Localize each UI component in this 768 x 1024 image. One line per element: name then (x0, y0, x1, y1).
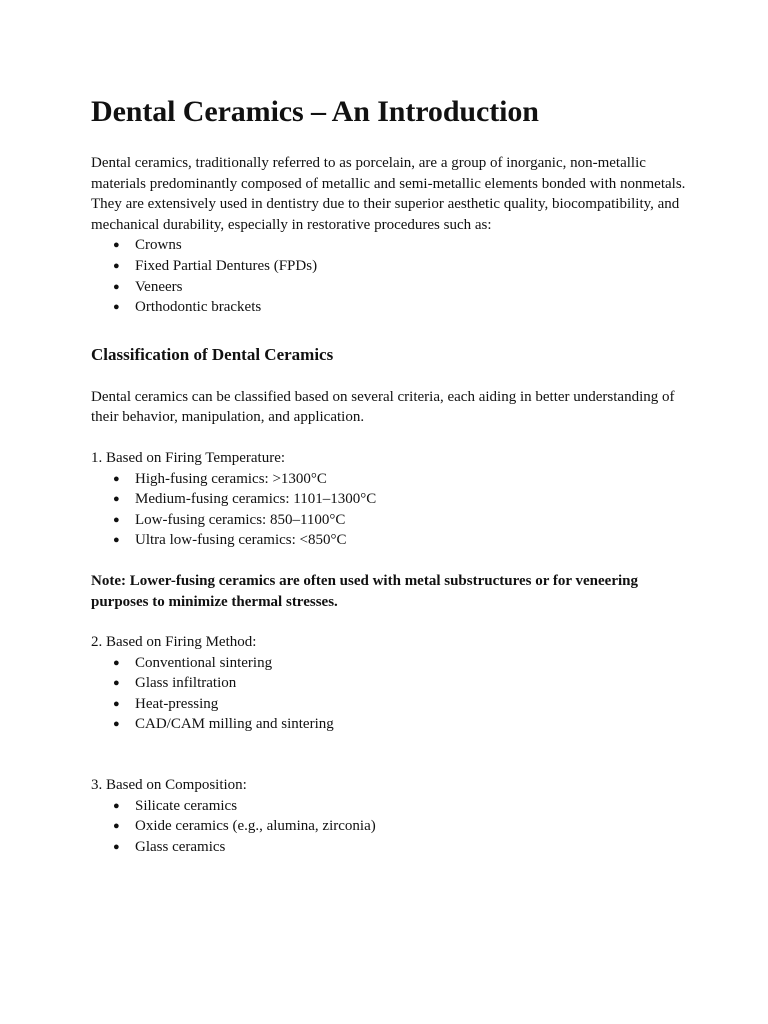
firing-method-list (91, 653, 688, 735)
composition-list (91, 796, 688, 858)
list-item: ● Fixed Partial Dentures (FPDs) (91, 256, 688, 277)
uses-list (91, 235, 688, 317)
list-item: ● Crowns (91, 235, 688, 256)
list-item: ● Glass ceramics (91, 837, 688, 858)
list-item: ● Glass infiltration (91, 673, 688, 694)
section-heading: Classification of Dental Ceramics (91, 344, 334, 364)
list-item: ● Heat-pressing (91, 694, 688, 715)
list-item: ● Oxide ceramics (e.g., alumina, zirconia) (91, 816, 688, 837)
list-item: ● Veneers (91, 277, 688, 298)
group-title-firing-temperature: 1. Based on Firing Temperature: (91, 449, 286, 466)
note-paragraph: Note: Lower-fusing ceramics are often used with metal substructures or for veneering purposes to minimize thermal stresses. (91, 572, 638, 610)
list-item: ● Medium-fusing ceramics: 1101–1300°C (91, 489, 688, 510)
list-item: ● Silicate ceramics (91, 796, 688, 817)
intro-paragraph: Dental ceramics, traditionally referred to as porcelain, are a group of inorganic, non-metallic materials predominantly composed of metallic and semi-metallic elements bonded with nonmetals. They are extensively used in dentistry due to their superior aesthetic quality, biocompatibility, and mechanical durability, especially in restorative procedures such as: (91, 155, 686, 233)
list-item: ● Conventional sintering (91, 653, 688, 674)
firing-temperature-list (91, 469, 688, 551)
classification-intro: Dental ceramics can be classified based on several criteria, each aiding in better understanding of their behavior, manipulation, and application. (91, 388, 675, 426)
group-title-composition: 3. Based on Composition: (91, 777, 247, 794)
document-title: Dental Ceramics – An Introduction (91, 95, 539, 128)
list-item: ● Ultra low-fusing ceramics: <850°C (91, 530, 688, 551)
list-item: ● CAD/CAM milling and sintering (91, 714, 688, 735)
group-title-firing-method: 2. Based on Firing Method: (91, 634, 257, 651)
list-item: ● Orthodontic brackets (91, 297, 688, 318)
list-item: ● High-fusing ceramics: >1300°C (91, 469, 688, 490)
list-item: ● Low-fusing ceramics: 850–1100°C (91, 510, 688, 531)
